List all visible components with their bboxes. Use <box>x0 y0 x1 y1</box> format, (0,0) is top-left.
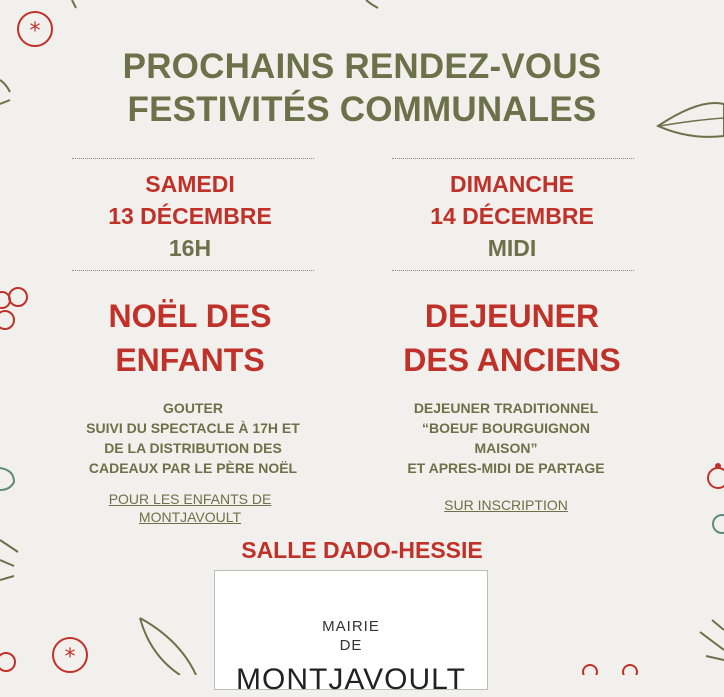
logo-line2: DE <box>339 637 363 654</box>
right-inscription-link[interactable] <box>356 496 656 514</box>
left-desc-line: GOUTER <box>163 400 223 416</box>
logo-line3: MONTJAVOULT <box>236 663 466 696</box>
left-description <box>40 398 346 478</box>
right-event-line2: DES ANCIENS <box>403 342 621 378</box>
page-title-line2: FESTIVITÉS COMMUNALES <box>127 90 597 129</box>
right-event-line1: DEJEUNER <box>424 298 600 334</box>
right-desc-line: “BOEUF BOURGUIGNON <box>422 420 590 436</box>
right-description <box>356 398 656 478</box>
divider <box>72 270 314 271</box>
venue-name: SALLE DADO-HESSIE <box>241 537 483 563</box>
right-date: 14 DÉCEMBRE <box>430 203 594 229</box>
left-time: 16H <box>168 235 212 261</box>
star-berry-icon <box>18 12 52 46</box>
left-link-line1[interactable]: POUR LES ENFANTS DE <box>108 491 272 507</box>
left-event-line2: ENFANTS <box>115 342 265 378</box>
divider <box>392 270 634 271</box>
star-berry-icon <box>53 638 87 672</box>
right-event-title <box>362 294 662 382</box>
mairie-logo <box>214 570 488 696</box>
left-audience-link[interactable] <box>40 490 340 526</box>
berries-icon <box>708 463 724 533</box>
left-desc-line: SUIVI DU SPECTACLE À 17H ET <box>86 420 300 436</box>
divider <box>392 158 634 159</box>
berries-icon <box>0 288 27 329</box>
left-event-title <box>40 294 340 382</box>
left-day: SAMEDI <box>145 171 235 197</box>
left-desc-line: CADEAUX PAR LE PÈRE NOËL <box>88 460 298 476</box>
left-link-line2[interactable]: MONTJAVOULT <box>138 509 242 525</box>
svg-text:*: * <box>64 645 76 670</box>
right-desc-line: DEJEUNER TRADITIONNEL <box>413 400 599 416</box>
left-event-line1: NOËL DES <box>108 298 272 334</box>
right-time: MIDI <box>487 235 537 261</box>
right-date-block <box>362 168 662 264</box>
right-day: DIMANCHE <box>450 171 574 197</box>
left-date: 13 DÉCEMBRE <box>108 203 272 229</box>
right-desc-line: MAISON” <box>474 440 538 456</box>
logo-line1: MAIRIE <box>322 618 380 635</box>
page-title-line1: PROCHAINS RENDEZ-VOUS <box>122 47 602 86</box>
left-desc-line: DE LA DISTRIBUTION DES <box>104 440 282 456</box>
svg-text:*: * <box>29 19 41 44</box>
divider <box>72 158 314 159</box>
left-date-block <box>40 168 340 264</box>
right-desc-line: ET APRES-MIDI DE PARTAGE <box>407 460 605 476</box>
right-link[interactable]: SUR INSCRIPTION <box>444 497 568 513</box>
